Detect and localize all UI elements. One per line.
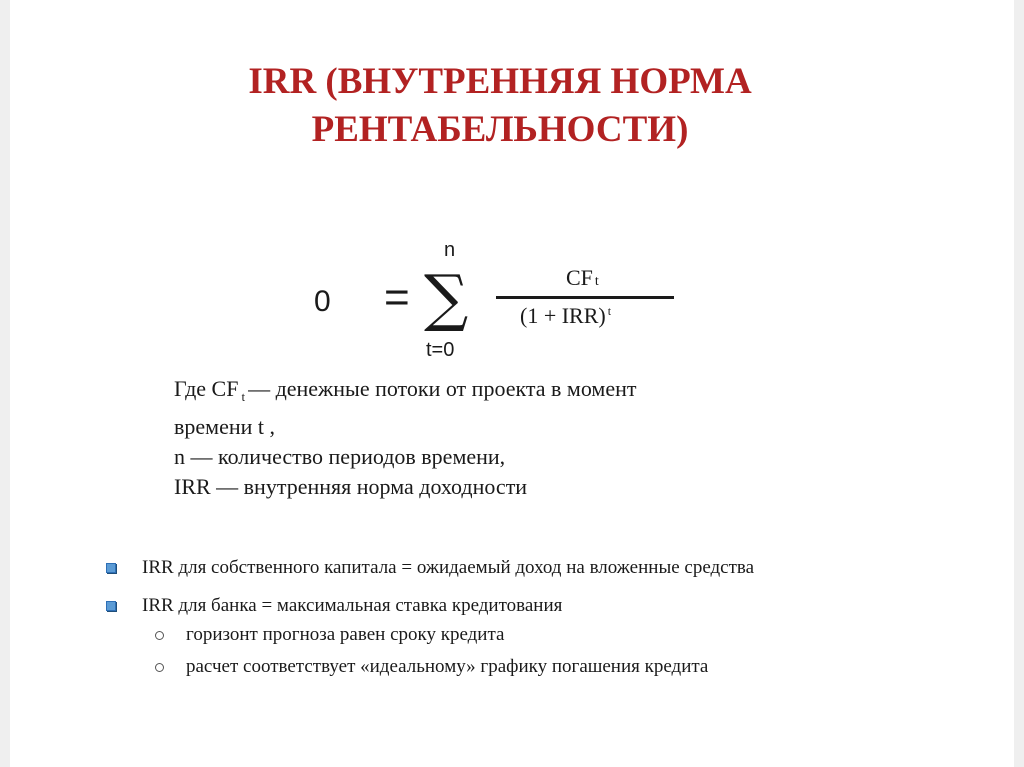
formula-equals: = bbox=[384, 273, 410, 322]
formula-definitions bbox=[174, 374, 794, 502]
slide-title: IRR (ВНУТРЕННЯЯ НОРМА РЕНТАБЕЛЬНОСТИ) bbox=[248, 61, 752, 150]
circle-bullet-icon bbox=[155, 663, 164, 672]
circle-bullet-icon bbox=[155, 631, 164, 640]
fraction-bar bbox=[496, 296, 674, 299]
bullet-text: IRR для собственного капитала = ожидаемый доход на вложенные средства bbox=[142, 557, 755, 578]
formula-numerator bbox=[566, 265, 599, 291]
definition-n: n — количество периодов времени, bbox=[174, 444, 506, 470]
bullet-text: IRR для банка = максимальная ставка кредитования bbox=[142, 595, 563, 616]
numerator-subscript: t bbox=[594, 274, 599, 289]
definition-cf-subscript: t bbox=[241, 389, 246, 405]
bullet-list bbox=[102, 555, 922, 683]
denominator-superscript: t bbox=[607, 303, 612, 318]
definition-irr: IRR — внутренняя норма доходности bbox=[174, 474, 528, 500]
sub-bullet-text: расчет соответствует «идеальному» графику погашения кредита bbox=[186, 656, 709, 677]
numerator-text: CF bbox=[566, 265, 593, 290]
slide-edge-left bbox=[0, 0, 10, 767]
formula-denominator bbox=[520, 303, 611, 329]
formula-lhs: 0 bbox=[314, 285, 331, 318]
bullet-item bbox=[102, 593, 922, 619]
square-bullet-icon bbox=[106, 563, 116, 573]
sum-lower-limit: t=0 bbox=[426, 339, 455, 361]
sum-upper-limit: n bbox=[444, 239, 456, 261]
slide-edge-right bbox=[1014, 0, 1024, 767]
definition-cf-pre: Где CF bbox=[174, 376, 239, 401]
sub-bullet-item bbox=[102, 651, 922, 683]
definition-cf bbox=[174, 374, 794, 412]
denominator-text: (1 + IRR) bbox=[520, 303, 606, 328]
square-bullet-icon bbox=[106, 601, 116, 611]
sub-bullet-item bbox=[102, 619, 922, 651]
bullet-item bbox=[102, 555, 922, 581]
definition-cf-post: — денежные потоки от проекта в момент bbox=[248, 376, 637, 401]
sum-symbol: ∑ bbox=[424, 261, 469, 334]
irr-formula bbox=[300, 235, 700, 365]
sub-bullet-text: горизонт прогноза равен сроку кредита bbox=[186, 624, 505, 645]
definition-time: времени t , bbox=[174, 414, 275, 440]
